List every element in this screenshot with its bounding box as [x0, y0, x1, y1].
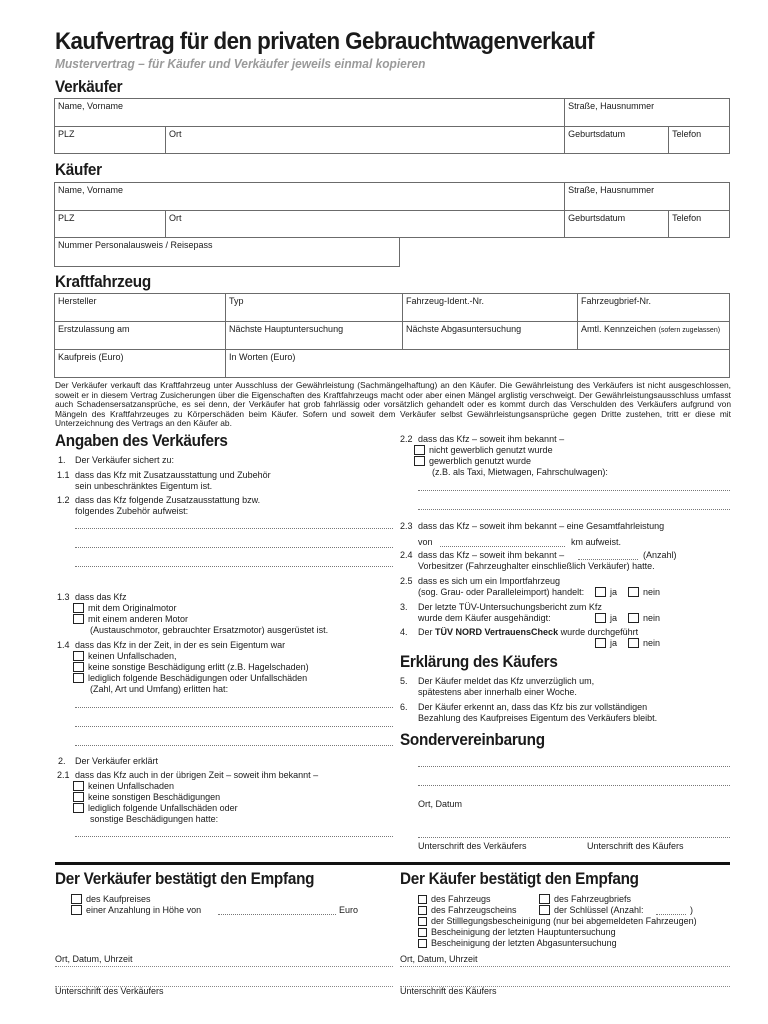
- option-label: des Kaufpreises: [86, 894, 151, 904]
- seller-phone-field[interactable]: Telefon: [669, 127, 730, 154]
- seller-info-heading: Angaben des Verkäufers: [55, 431, 228, 450]
- vehicle-plate-field[interactable]: Amtl. Kennzeichen (sofern zugelassen): [578, 322, 730, 350]
- item-num: 1.4: [57, 640, 70, 650]
- vehicle-price-words-field[interactable]: In Worten (Euro): [226, 350, 730, 378]
- item-text: sein unbeschränktes Eigentum ist.: [75, 481, 213, 491]
- currency-label: Euro: [339, 905, 359, 915]
- option-label: der Schlüssel (Anzahl:: [554, 905, 644, 915]
- option-label: einer Anzahlung in Höhe von: [86, 905, 202, 915]
- vehicle-received-checkbox[interactable]: [418, 895, 427, 904]
- item-num: 1.: [58, 455, 66, 465]
- accessories-line-2[interactable]: [75, 547, 393, 548]
- seller-street-field[interactable]: Straße, Hausnummer: [565, 99, 730, 127]
- no-accident-checkbox[interactable]: [73, 651, 84, 661]
- buyer-signature-label: Unterschrift des Käufers: [400, 986, 497, 996]
- au-certificate-received-checkbox[interactable]: [418, 939, 427, 948]
- buyer-receipt-heading: Der Käufer bestätigt den Empfang: [400, 869, 639, 888]
- item-text: Der Verkäufer erklärt: [75, 756, 159, 766]
- listed-damage-checkbox[interactable]: [73, 673, 84, 683]
- item-text: dass das Kfz – soweit ihm bekannt –: [418, 434, 565, 444]
- no-damage-checkbox[interactable]: [73, 662, 84, 672]
- tuev-check-name: TÜV NORD VertrauensCheck: [435, 627, 559, 637]
- other-listed-damage-checkbox[interactable]: [73, 803, 84, 813]
- option-label: des Fahrzeugs: [431, 894, 491, 904]
- item-num: 1.2: [57, 495, 70, 505]
- seller-name-field[interactable]: Name, Vorname: [55, 99, 565, 127]
- vehicle-first-reg-field[interactable]: Erstzulassung am: [55, 322, 226, 350]
- item-num: 2.4: [400, 550, 413, 560]
- tuev-check-yes-checkbox[interactable]: [595, 638, 606, 648]
- item-num: 2.3: [400, 521, 413, 531]
- item-text: dass das Kfz in der Zeit, in der es sein Eigentum war: [75, 640, 286, 650]
- option-label: nein: [643, 613, 661, 623]
- item-num: 2.2: [400, 434, 413, 444]
- item-num: 3.: [400, 602, 408, 612]
- buyer-heading: Käufer: [55, 160, 102, 179]
- item-text: Vorbesitzer (Fahrzeughalter einschließlich Verkäufer) hatte.: [418, 561, 655, 571]
- buyer-ort-field[interactable]: Ort: [166, 211, 565, 238]
- deposit-received-checkbox[interactable]: [71, 905, 82, 915]
- special-signature-line[interactable]: [418, 837, 730, 838]
- item-num: 2.: [58, 756, 66, 766]
- item-text: Bezahlung des Kaufpreises Eigentum des Verkäufers bleibt.: [418, 713, 658, 723]
- other-damage-line[interactable]: [75, 836, 393, 837]
- keys-received-checkbox[interactable]: [539, 905, 550, 915]
- section-divider: [55, 862, 730, 865]
- seller-place-line[interactable]: [55, 966, 393, 967]
- tuev-report-yes-checkbox[interactable]: [595, 613, 606, 623]
- vehicle-next-au-field[interactable]: Nächste Abgasuntersuchung: [403, 322, 578, 350]
- buyer-birth-field[interactable]: Geburtsdatum: [565, 211, 669, 238]
- accessories-line-1[interactable]: [75, 528, 393, 529]
- other-no-damage-checkbox[interactable]: [73, 792, 84, 802]
- damage-line-2[interactable]: [75, 726, 393, 727]
- item-text: dass das Kfz folgende Zusatzausstattung bzw.: [75, 495, 261, 505]
- price-received-checkbox[interactable]: [71, 894, 82, 904]
- buyer-plz-field[interactable]: PLZ: [55, 211, 166, 238]
- option-note: (Austauschmotor, gebrauchter Ersatzmotor) ausgerüstet ist.: [90, 625, 329, 635]
- keys-count-input[interactable]: [656, 914, 686, 915]
- vehicle-price-field[interactable]: Kaufpreis (Euro): [55, 350, 226, 378]
- deposit-amount-input[interactable]: [218, 914, 336, 915]
- option-label: ja: [610, 638, 618, 648]
- brief-received-checkbox[interactable]: [539, 894, 550, 904]
- item-text: Der Käufer meldet das Kfz unverzüglich um,: [418, 676, 595, 686]
- item-text: (sog. Grau- oder Paralleleimport) handelt:: [418, 587, 585, 597]
- page-title: Kaufvertrag für den privaten Gebrauchtwagenverkauf: [55, 28, 594, 55]
- option-label: keine sonstige Beschädigung erlitt (z.B. Hagelschaden): [88, 662, 309, 672]
- buyer-table: [54, 182, 730, 238]
- item-num: 4.: [400, 627, 408, 637]
- vehicle-brief-field[interactable]: Fahrzeugbrief-Nr.: [578, 294, 730, 322]
- vehicle-vin-field[interactable]: Fahrzeug-Ident.-Nr.: [403, 294, 578, 322]
- option-label: mit dem Originalmotor: [88, 603, 177, 613]
- vehicle-table: [54, 293, 730, 378]
- item-text: wurde durchgeführt: [560, 627, 639, 637]
- schein-received-checkbox[interactable]: [418, 906, 427, 915]
- import-no-checkbox[interactable]: [628, 587, 639, 597]
- option-label: keinen Unfallschaden,: [88, 651, 177, 661]
- seller-receipt-heading: Der Verkäufer bestätigt den Empfang: [55, 869, 315, 888]
- option-label: der Stilllegungsbescheinigung (nur bei abgemeldeten Fahrzeugen): [431, 916, 697, 926]
- buyer-id-field[interactable]: Nummer Personalausweis / Reisepass: [55, 238, 400, 267]
- option-label: gewerblich genutzt wurde: [429, 456, 532, 466]
- item-text: wurde dem Käufer ausgehändigt:: [418, 613, 551, 623]
- option-label: Bescheinigung der letzten Hauptuntersuchung: [431, 927, 616, 937]
- buyer-name-field[interactable]: Name, Vorname: [55, 183, 565, 211]
- option-label: ja: [610, 587, 618, 597]
- special-line-2[interactable]: [418, 785, 730, 786]
- buyer-signature-label: Unterschrift des Käufers: [587, 841, 684, 851]
- not-commercial-checkbox[interactable]: [414, 445, 425, 455]
- option-label: ja: [610, 613, 618, 623]
- option-label: des Fahrzeugscheins: [431, 905, 517, 915]
- option-label: keinen Unfallschaden: [88, 781, 175, 791]
- seller-birth-field[interactable]: Geburtsdatum: [565, 127, 669, 154]
- place-date-label: Ort, Datum: [418, 799, 463, 809]
- item-text: dass das Kfz mit Zusatzausstattung und Zubehör: [75, 470, 271, 480]
- item-num: 6.: [400, 702, 408, 712]
- seller-plz-field[interactable]: PLZ: [55, 127, 166, 154]
- seller-ort-field[interactable]: Ort: [166, 127, 565, 154]
- item-text: spätestens aber innerhalb einer Woche.: [418, 687, 577, 697]
- item-text: dass das Kfz – soweit ihm bekannt –: [418, 550, 565, 560]
- item-text: km aufweist.: [571, 537, 622, 547]
- item-text: (Anzahl): [643, 550, 677, 560]
- option-label: mit einem anderen Motor: [88, 614, 189, 624]
- other-no-accident-checkbox[interactable]: [73, 781, 84, 791]
- buyer-phone-field[interactable]: Telefon: [669, 211, 730, 238]
- hu-certificate-received-checkbox[interactable]: [418, 928, 427, 937]
- import-yes-checkbox[interactable]: [595, 587, 606, 597]
- item-text: von: [418, 537, 433, 547]
- item-text: folgendes Zubehör aufweist:: [75, 506, 189, 516]
- special-heading: Sondervereinbarung: [400, 730, 545, 749]
- vehicle-type-field[interactable]: Typ: [226, 294, 403, 322]
- option-label: des Fahrzeugbriefs: [554, 894, 632, 904]
- item-text: Der Verkäufer sichert zu:: [75, 455, 175, 465]
- item-text: Der letzte TÜV-Untersuchungsbericht zum Kfz: [418, 602, 602, 612]
- item-text: Der: [418, 627, 433, 637]
- seller-table: [54, 98, 730, 154]
- option-note: (z.B. als Taxi, Mietwagen, Fahrschulwagen):: [432, 467, 608, 477]
- commercial-line-1[interactable]: [418, 490, 730, 491]
- item-text: dass das Kfz: [75, 592, 127, 602]
- option-note: (Zahl, Art und Umfang) erlitten hat:: [90, 684, 229, 694]
- page-subtitle: Mustervertrag – für Käufer und Verkäufer jeweils einmal kopieren: [55, 56, 426, 71]
- item-num: 2.1: [57, 770, 70, 780]
- vehicle-manufacturer-field[interactable]: Hersteller: [55, 294, 226, 322]
- damage-line-1[interactable]: [75, 707, 393, 708]
- accessories-line-3[interactable]: [75, 566, 393, 567]
- option-note: sonstige Beschädigungen hatte:: [90, 814, 219, 824]
- item-num: 2.5: [400, 576, 413, 586]
- option-label: nein: [643, 587, 661, 597]
- option-label: lediglich folgende Beschädigungen oder Unfallschäden: [88, 673, 308, 683]
- owners-count-input[interactable]: [578, 559, 638, 560]
- buyer-decl-heading: Erklärung des Käufers: [400, 652, 558, 671]
- tuev-report-no-checkbox[interactable]: [628, 613, 639, 623]
- deregistration-received-checkbox[interactable]: [418, 917, 427, 926]
- warranty-disclaimer: Der Verkäufer verkauft das Kraftfahrzeug unter Ausschluss der Gewährleistung (Sachmängelhaftung) an den Käufer. Die Gewährleistung des Verkäufers ist nicht ausgeschlossen, soweit er in diesem Vertrag Zusicherungen über die Eigenschaften des Kraftfahrzeugs macht oder aber einen Mängel arglistig verschweigt. Der Gewährleistungsausschluss umfasst auch Schadensersatzansprüche, es sei denn, der Verkäufer hat grob fahrlässig oder vorsätzlich gehandelt oder es kommt durch das Verschulden des Verkäufers aufgrund von Mängeln des Kraftfahrzeuges zu Körperschäden beim Käufer. Sofern und soweit dem Verkäufer selbst Gewährleistungsansprüche gegen Dritte zustehen, tritt er diese mit Unterzeichnung des Vertrags an den Käufer ab.: [55, 380, 731, 429]
- buyer-place-line[interactable]: [400, 966, 730, 967]
- seller-signature-label: Unterschrift des Verkäufers: [55, 986, 164, 996]
- seller-heading: Verkäufer: [55, 77, 123, 96]
- option-label: nicht gewerblich genutzt wurde: [429, 445, 553, 455]
- option-label: keine sonstigen Beschädigungen: [88, 792, 221, 802]
- special-line-1[interactable]: [418, 766, 730, 767]
- item-text: dass es sich um ein Importfahrzeug: [418, 576, 561, 586]
- option-label: Bescheinigung der letzten Abgasuntersuchung: [431, 938, 617, 948]
- vehicle-next-hu-field[interactable]: Nächste Hauptuntersuchung: [226, 322, 403, 350]
- original-engine-checkbox[interactable]: [73, 603, 84, 613]
- tuev-check-no-checkbox[interactable]: [628, 638, 639, 648]
- commercial-checkbox[interactable]: [414, 456, 425, 466]
- seller-signature-label: Unterschrift des Verkäufers: [418, 841, 527, 851]
- other-engine-checkbox[interactable]: [73, 614, 84, 624]
- item-num: 5.: [400, 676, 408, 686]
- commercial-line-2[interactable]: [418, 509, 730, 510]
- item-text: dass das Kfz – soweit ihm bekannt – eine Gesamtfahrleistung: [418, 521, 665, 531]
- option-label: ): [690, 905, 693, 915]
- vehicle-heading: Kraftfahrzeug: [55, 272, 151, 291]
- option-label: nein: [643, 638, 661, 648]
- damage-line-3[interactable]: [75, 745, 393, 746]
- place-date-time-label: Ort, Datum, Uhrzeit: [400, 954, 478, 964]
- buyer-id-table: [54, 237, 400, 267]
- item-num: 1.3: [57, 592, 70, 602]
- place-date-time-label: Ort, Datum, Uhrzeit: [55, 954, 133, 964]
- item-text: dass das Kfz auch in der übrigen Zeit – soweit ihm bekannt –: [75, 770, 319, 780]
- option-label: lediglich folgende Unfallschäden oder: [88, 803, 238, 813]
- item-num: 1.1: [57, 470, 70, 480]
- mileage-input[interactable]: [440, 546, 565, 547]
- item-text: Der Käufer erkennt an, dass das Kfz bis zur vollständigen: [418, 702, 648, 712]
- buyer-street-field[interactable]: Straße, Hausnummer: [565, 183, 730, 211]
